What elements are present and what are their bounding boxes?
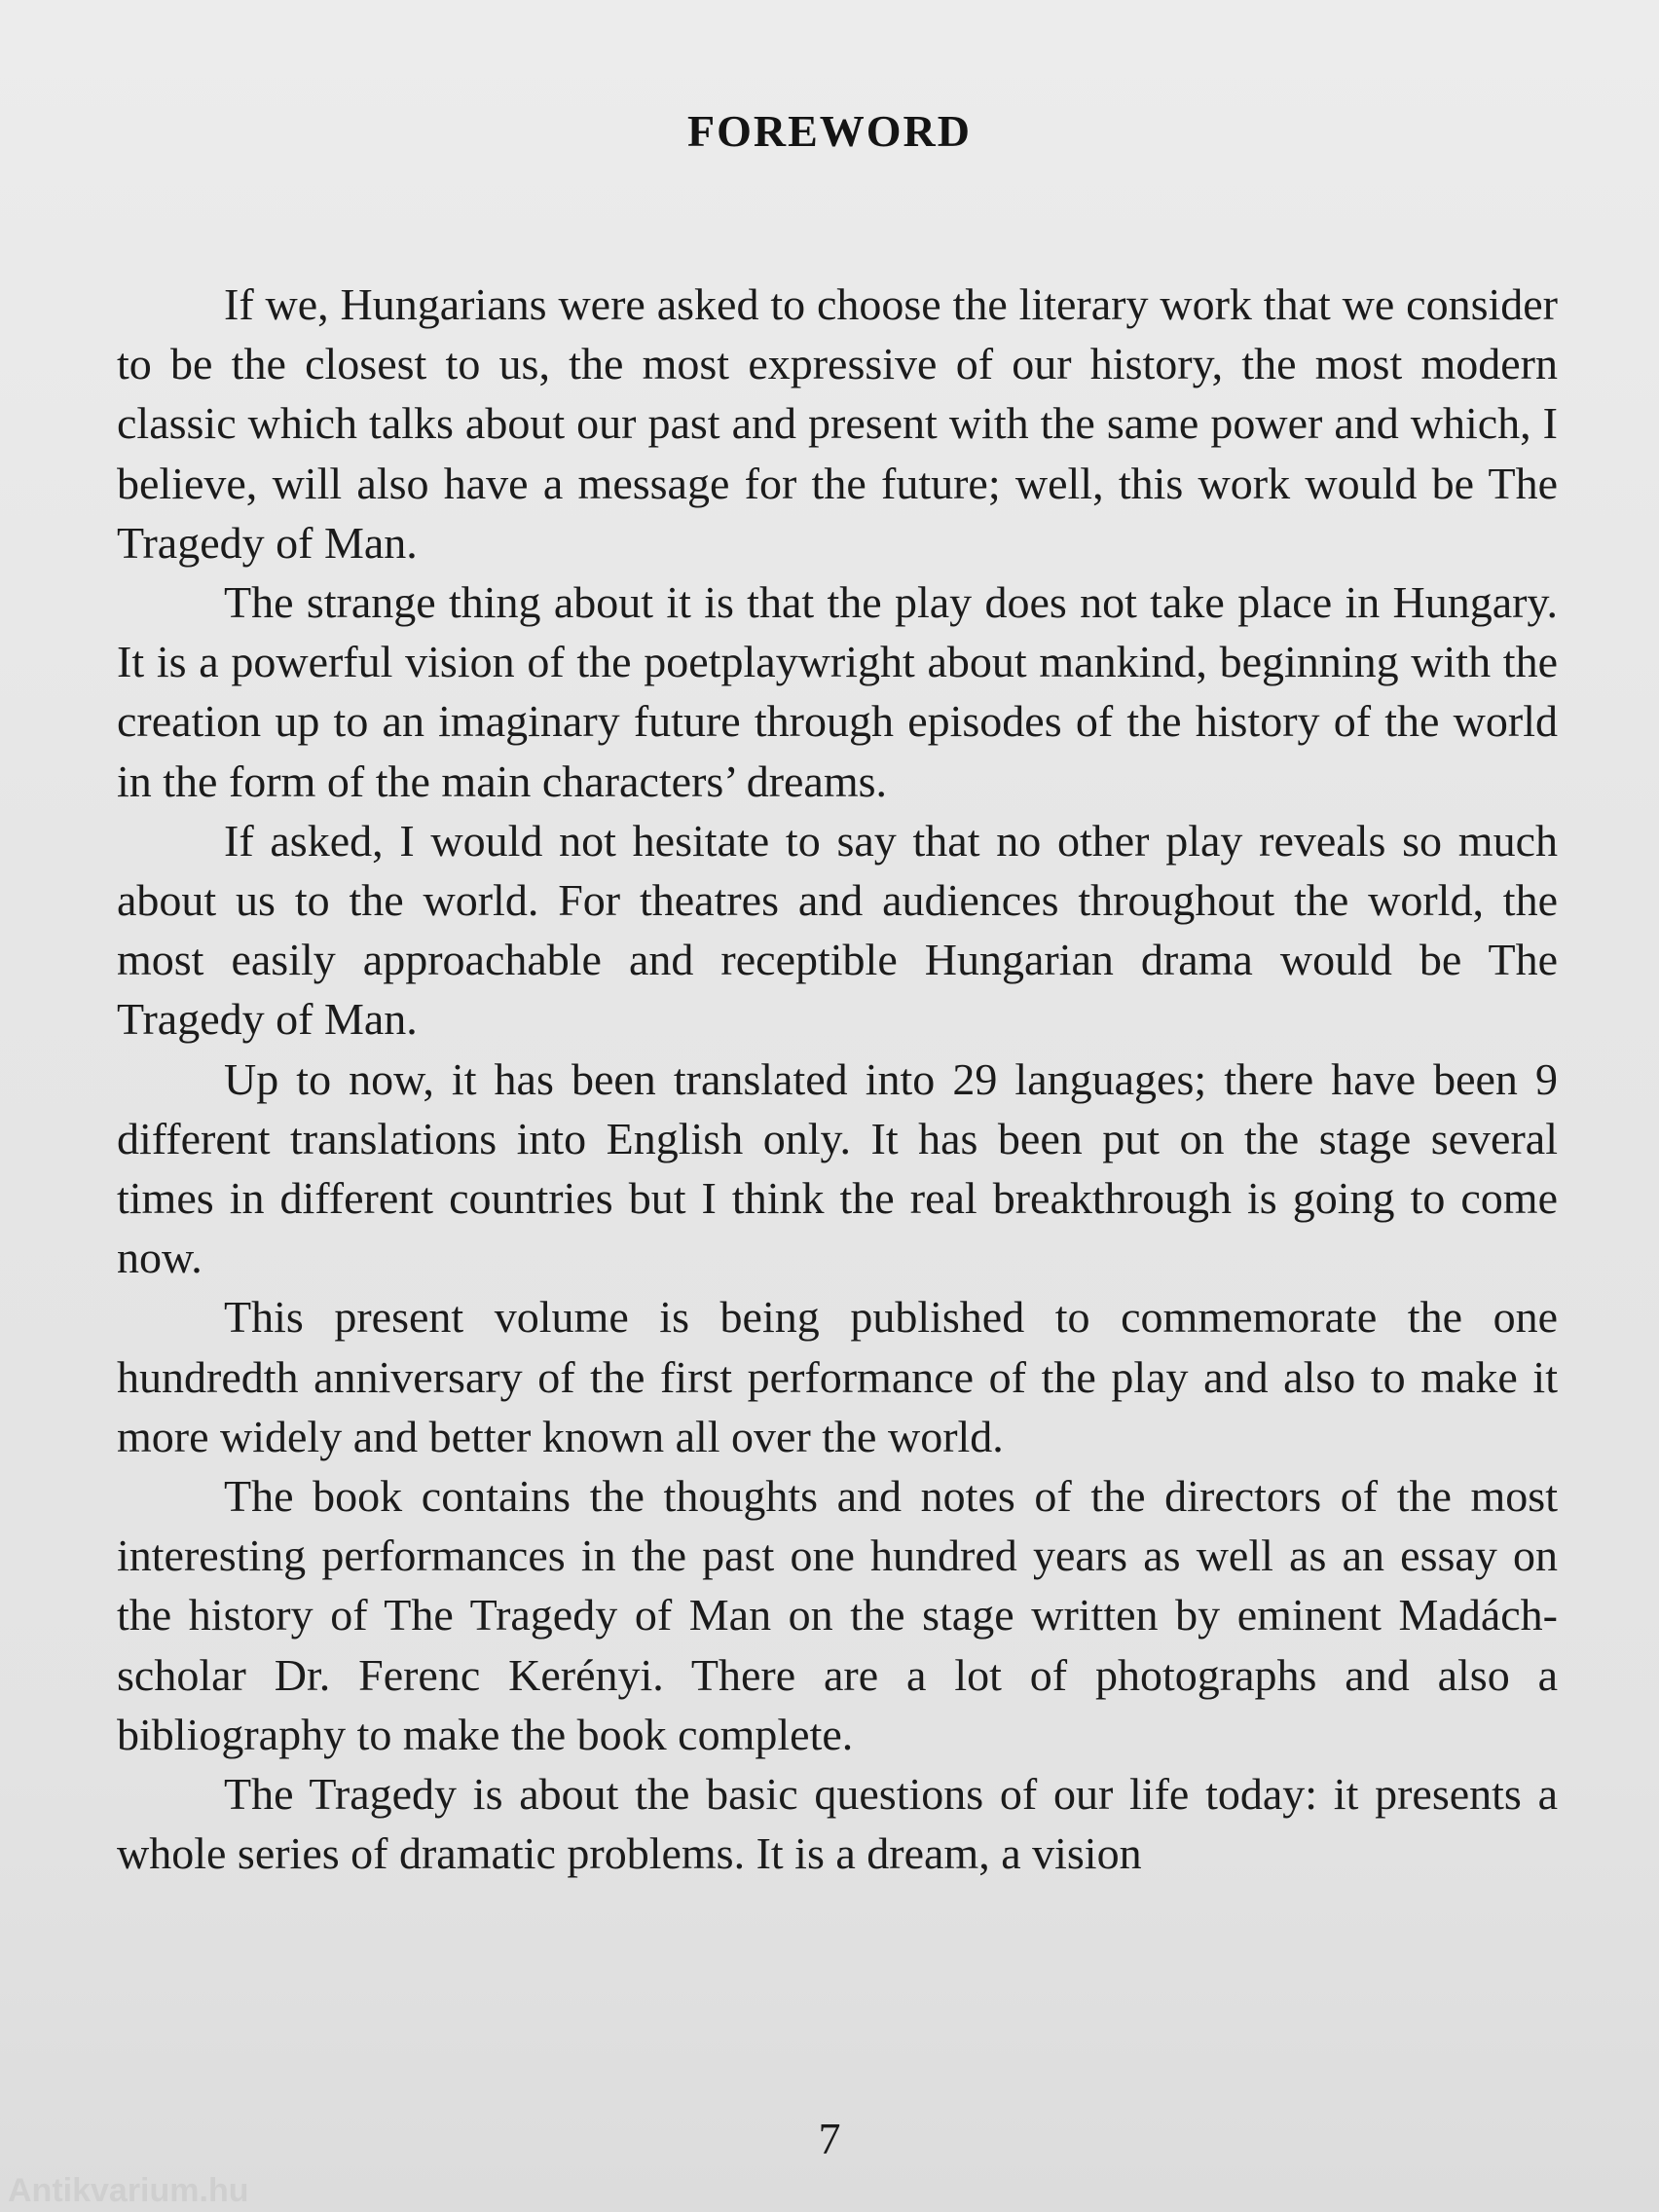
paragraph-3: If asked, I would not hesitate to say that no other play reveals so much about us to the world. For theatres and audiences throughout the world, the most easily approachable and receptible Hungarian drama would be The Tragedy of Man. — [117, 815, 1558, 1045]
watermark: Antikvarium.hu — [8, 2172, 249, 2209]
paragraph-5: This present volume is being published to commemorate the one hundredth anniversary of the first performance of the play and also to make it more widely and better known all over the world. — [117, 1292, 1558, 1461]
paragraph-1: If we, Hungarians were asked to choose the literary work that we consider to be the closest to us, the most expressive of our history, the most modern classic which talks about our past and present with the same power and which, I believe, will also have a message for the future; well, this work would be The Tragedy of Man. — [117, 279, 1558, 568]
paragraph-7: The Tragedy is about the basic questions of our life today: it presents a whole series of dramatic problems. It is a dream, a vision — [117, 1769, 1558, 1879]
paragraph-6: The book contains the thoughts and notes of the directors of the most interesting performances in the past one hundred years as well as an essay on the history of The Tragedy of Man on the stage written by eminent Madách-scholar Dr. Ferenc Kerényi. There are a lot of photographs and also a bibliography to make the book complete. — [117, 1471, 1558, 1759]
paragraph-2: The strange thing about it is that the play does not take place in Hungary. It is a powerful vision of the poetplaywright about mankind, beginning with the creation up to an imaginary future through episodes of the history of the world in the form of the main characters’ dreams. — [117, 577, 1558, 806]
body-text — [117, 275, 1558, 1883]
page-heading: FOREWORD — [687, 106, 972, 156]
page-number: 7 — [818, 2114, 841, 2163]
paragraph-4: Up to now, it has been translated into 29 languages; there have been 9 different translations into English only. It has been put on the stage several times in different countries but I think the real breakthrough is going to come now. — [117, 1053, 1558, 1283]
